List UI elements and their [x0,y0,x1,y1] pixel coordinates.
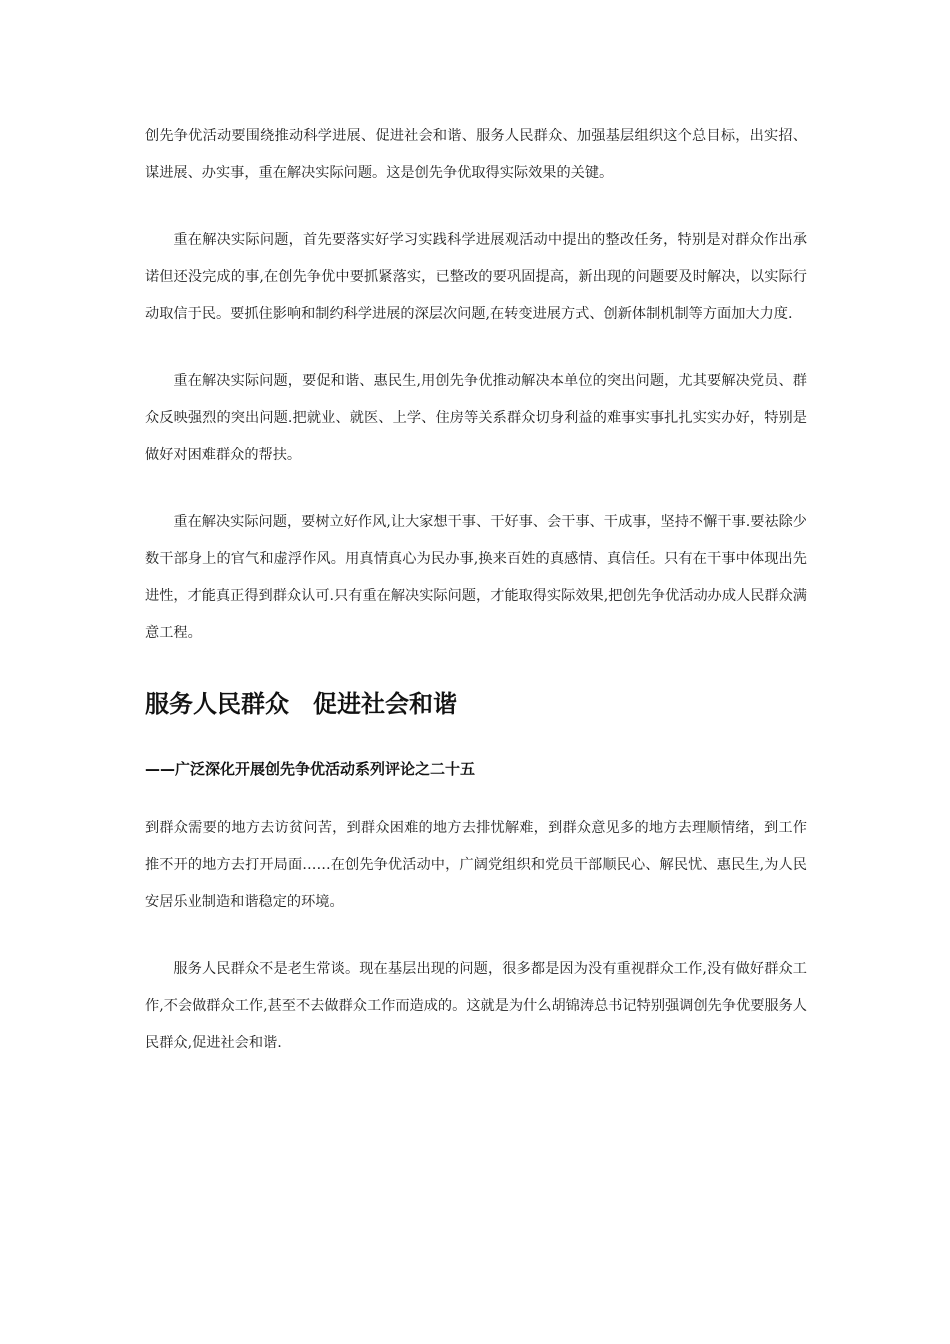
section-spacer [145,652,807,684]
section-spacer [145,724,807,754]
article-subtitle: ——广泛深化开展创先争优活动系列评论之二十五 [145,760,476,778]
paragraph-work-style: 重在解决实际问题，要树立好作风,让大家想干事、干好事、会干事、干成事，坚持不懈干事.要祛除少数干部身上的官气和虚浮作风。用真情真心为民办事,换来百姓的真感情、真信任。只有在干事中体现出先进性，才能真正得到群众认可.只有重在解决实际问题，才能取得实际效果,把创先争优活动办成人民群众满意工程。 [145,514,807,641]
section-spacer [145,784,807,810]
paragraph-rectification: 重在解决实际问题，首先要落实好学习实践科学进展观活动中提出的整改任务，特别是对群众作出承诺但还没完成的事,在创先争优中要抓紧落实，已整改的要巩固提高，新出现的问题要及时解决，以实际行动取信于民。要抓住影响和制约科学进展的深层次问题,在转变进展方式、创新体制机制等方面加大力度. [145,232,807,322]
article-title: 服务人民群众 促进社会和谐 [145,690,457,718]
paragraph-go-to-masses: 到群众需要的地方去访贫问苦，到群众困难的地方去排忧解难，到群众意见多的地方去理顺情绪，到工作推不开的地方去打开局面……在创先争优活动中，广阔党组织和党员干部顺民心、解民忧、惠民生,为人民安居乐业制造和谐稳定的环境。 [145,820,807,910]
paragraph-harmony: 重在解决实际问题，要促和谐、惠民生,用创先争优推动解决本单位的突出问题，尤其要解决党员、群众反映强烈的突出问题.把就业、就医、上学、住房等关系群众切身利益的难事实事扎扎实实办好，特别是做好对困难群众的帮扶。 [145,373,807,463]
paragraph-spacer [145,921,807,951]
paragraph-intro: 创先争优活动要围绕推动科学进展、促进社会和谐、服务人民群众、加强基层组织这个总目标，出实招、谋进展、办实事，重在解决实际问题。这是创先争优取得实际效果的关键。 [145,128,807,181]
paragraph-spacer [145,192,807,222]
paragraph-serve-people: 服务人民群众不是老生常谈。现在基层出现的问题，很多都是因为没有重视群众工作,没有做好群众工作,不会做群众工作,甚至不去做群众工作而造成的。这就是为什么胡锦涛总书记特别强调创先争优要服务人民群众,促进社会和谐. [145,961,807,1051]
paragraph-spacer [145,474,807,504]
document-body [145,118,807,1062]
paragraph-spacer [145,333,807,363]
